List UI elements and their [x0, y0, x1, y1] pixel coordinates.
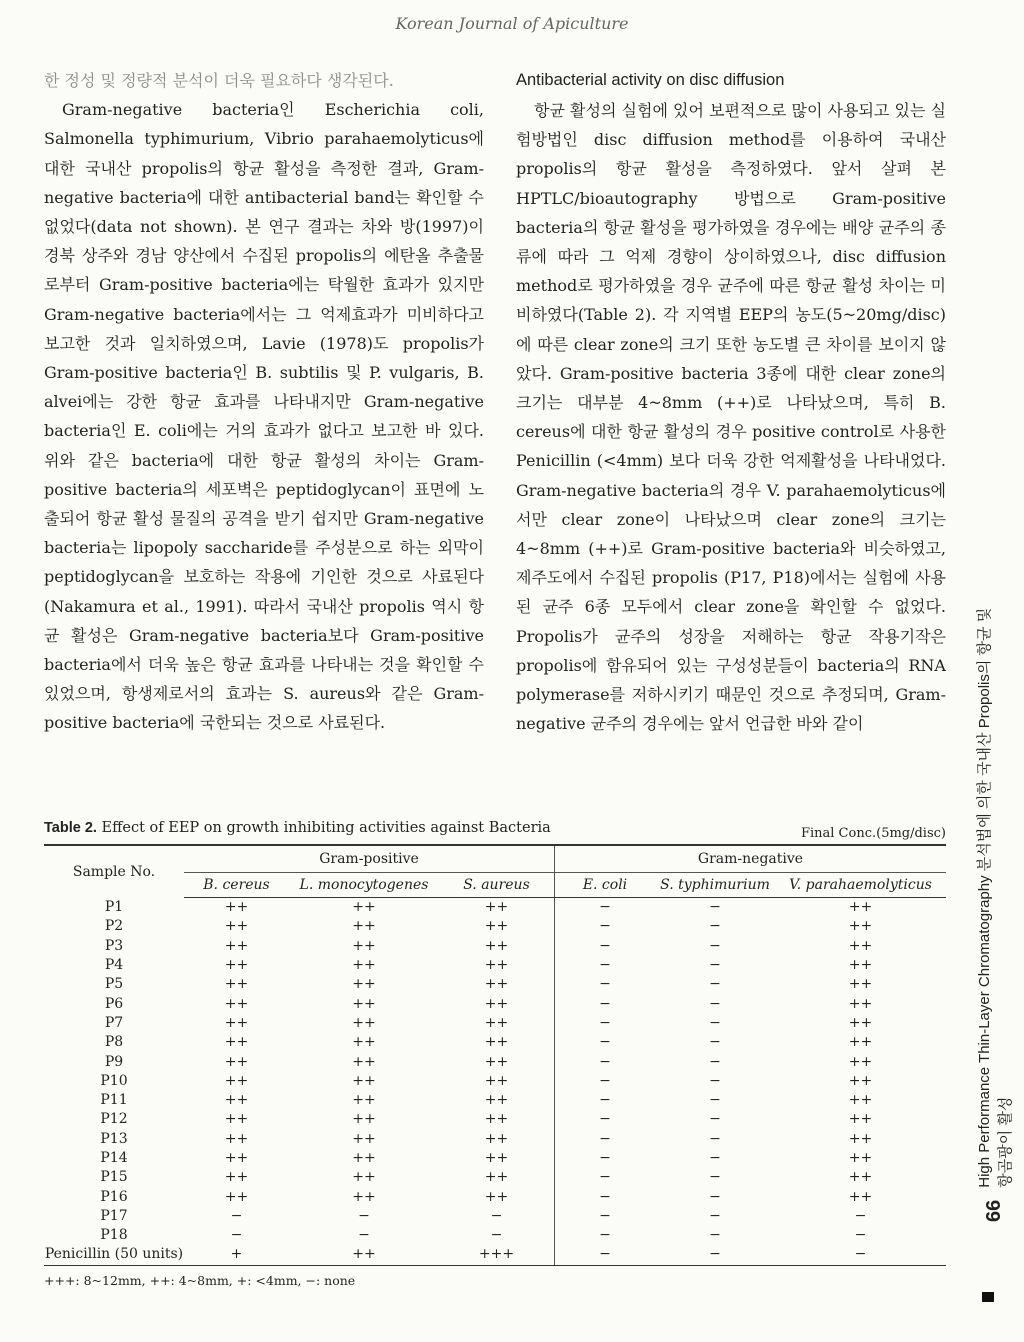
table-row	[44, 917, 946, 936]
result-cell: −	[358, 1207, 370, 1224]
result-cell: ++	[848, 1092, 873, 1109]
result-cell: ++	[848, 957, 873, 974]
column-header: E. coli	[555, 873, 656, 898]
result-cell: ++	[848, 1014, 873, 1031]
sample-cell: P9	[104, 1053, 124, 1070]
paragraph: Gram-negative bacteria인 Escherichia coli, Salmonella typhimurium, Vibrio parahaemolyticus에 대한 국내산 propolis의 항균 활성을 측정한 결과, Gram-negative bacteria에 대한 antibacterial band는 확인할 수 없었다(data not shown). 본 연구 결과는 차와 방(1997)이 경북 상주와 경남 양산에서 수집된 propolis의 에탄올 추출물로부터 Gram-positive bacteria에는 탁월한 효과가 있지만 Gram-negative bacteria에서는 그 억제효과가 미비하다고 보고한 것과 일치하였으며, Lavie (1978)도 propolis가 Gram-positive bacteria인 B. subtilis 및 P. vulgaris, B. alvei에는 강한 항균 효과를 나타내지만 Gram-negative bacteria인 E. coli에는 거의 효과가 없다고 보고한 바 있다. 위와 같은 bacteria에 대한 항균 활성의 차이는 Gram-positive bacteria의 세포벽은 peptidoglycan이 표면에 노출되어 항균 활성 물질의 공격을 받기 쉽지만 Gram-negative bacteria는 lipopoly saccharide를 주성분으로 하는 외막이 peptidoglycan을 보호하는 작용에 기인한 것으로 사료된다(Nakamura et al., 1991). 따라서 국내산 propolis 역시 항균 활성은 Gram-negative bacteria보다 Gram-positive bacteria에서 더욱 높은 항균 효과를 나타내는 것을 확인할 수 있었으며, 항생제로서의 효과는 S. aureus와 같은 Gram-positive bacteria에 국한되는 것으로 사료된다.	[44, 100, 484, 733]
result-cell: ++	[484, 1130, 509, 1147]
result-cell: ++	[848, 1072, 873, 1089]
result-cell: −	[709, 1034, 721, 1051]
result-cell: −	[709, 1207, 721, 1224]
result-cell: ++	[848, 1053, 873, 1070]
table-row	[44, 1110, 946, 1129]
group-header-positive: Gram-positive	[184, 845, 555, 873]
result-cell: ++	[484, 1150, 509, 1166]
result-cell: −	[709, 1169, 721, 1186]
result-cell: ++	[484, 1072, 509, 1089]
table-row	[44, 1207, 946, 1226]
result-cell: ++	[224, 1014, 249, 1031]
result-cell: ++	[352, 918, 376, 935]
result-cell: ++	[484, 1053, 509, 1070]
result-cell: −	[555, 994, 656, 1013]
results-table	[44, 844, 946, 1266]
result-cell: ++	[352, 957, 376, 974]
result-cell: −	[555, 975, 656, 994]
table-row	[44, 1226, 946, 1245]
result-cell: ++	[224, 918, 249, 935]
result-cell: −	[555, 1207, 656, 1226]
sample-cell: P11	[100, 1092, 128, 1109]
result-cell: −	[709, 1150, 721, 1166]
result-cell: ++	[484, 1092, 509, 1109]
result-cell: −	[555, 1033, 656, 1052]
sample-cell: P6	[104, 995, 124, 1012]
result-cell: −	[709, 937, 721, 954]
result-cell: −	[555, 1168, 656, 1187]
table-row	[44, 994, 946, 1013]
table-caption-row	[44, 818, 946, 842]
table-row	[44, 1245, 946, 1265]
result-cell: −	[709, 1227, 721, 1244]
result-cell: ++	[352, 1111, 376, 1128]
table-row	[44, 1033, 946, 1052]
sample-cell: P10	[100, 1072, 128, 1089]
result-cell: ++	[352, 1053, 376, 1070]
column-header: S. aureus	[439, 873, 555, 898]
sample-cell: P1	[104, 898, 124, 915]
result-cell: −	[555, 1072, 656, 1091]
sample-cell: Penicillin (50 units)	[44, 1245, 184, 1265]
sample-cell: P12	[100, 1111, 128, 1128]
result-cell: ++	[352, 1072, 376, 1089]
result-cell: ++	[352, 995, 376, 1012]
result-cell: ++	[352, 1188, 376, 1205]
result-cell: ++	[352, 1014, 376, 1031]
side-title-text: High Performance Thin-Layer Chromatography 분석법에 의한 국내산 Propolis의 항균 및 항곰팡이 활성	[976, 607, 1014, 1188]
result-cell: ++	[484, 995, 509, 1012]
table-row	[44, 1130, 946, 1149]
result-cell: ++	[352, 1034, 376, 1051]
result-cell: −	[555, 1110, 656, 1129]
table-row	[44, 1187, 946, 1206]
table-caption-text: Effect of EEP on growth inhibiting activities against Bacteria	[101, 820, 551, 836]
result-cell: ++	[848, 1188, 873, 1205]
result-cell: −	[555, 1052, 656, 1071]
result-cell: −	[490, 1227, 503, 1244]
result-cell: ++	[352, 976, 376, 993]
left-column	[44, 66, 484, 738]
result-cell: ++	[848, 899, 873, 916]
journal-title: Korean Journal of Apiculture	[395, 14, 629, 33]
result-cell: ++	[224, 937, 249, 954]
result-cell: −	[555, 1014, 656, 1033]
result-cell: ++	[224, 1188, 249, 1205]
table-label: Table 2.	[44, 820, 97, 836]
result-cell: ++	[484, 1188, 509, 1205]
table-row	[44, 1091, 946, 1110]
right-column	[516, 66, 946, 738]
result-cell: ++	[224, 995, 249, 1012]
result-cell: ++	[484, 1169, 509, 1186]
group-header-negative: Gram-negative	[555, 845, 947, 873]
sample-cell: P5	[104, 976, 124, 993]
table-body	[44, 898, 946, 1266]
result-cell: ++	[289, 1245, 439, 1265]
result-cell: ++	[224, 957, 249, 974]
result-cell: −	[358, 1227, 370, 1244]
result-cell: ++	[484, 1111, 509, 1128]
result-cell: −	[709, 1053, 721, 1070]
result-cell: ++	[848, 1169, 873, 1186]
result-cell: ++	[848, 1111, 873, 1128]
result-cell: −	[709, 1130, 721, 1147]
result-cell: −	[709, 918, 721, 935]
column-header: L. monocytogenes	[289, 873, 439, 898]
page-number: 66	[982, 1199, 1005, 1222]
result-cell: ++	[484, 918, 509, 935]
result-cell: −	[709, 1188, 721, 1205]
table-row	[44, 956, 946, 975]
result-cell: −	[709, 899, 721, 916]
result-cell: −	[230, 1207, 243, 1224]
result-cell: ++	[352, 937, 376, 954]
section-heading: Antibacterial activity on disc diffusion	[516, 71, 785, 89]
result-cell: −	[490, 1207, 503, 1224]
result-cell: ++	[848, 918, 873, 935]
result-cell: ++	[484, 976, 509, 993]
sample-cell: P15	[100, 1169, 128, 1186]
result-cell: −	[555, 1226, 656, 1245]
result-cell: −	[709, 957, 721, 974]
paragraph: 한 정성 및 정량적 분석이 더욱 필요하다 생각된다.	[44, 71, 394, 90]
result-cell: −	[709, 1092, 721, 1109]
table-row	[44, 937, 946, 956]
result-cell: ++	[484, 957, 509, 974]
sample-cell: P14	[100, 1150, 128, 1166]
table-row	[44, 1014, 946, 1033]
result-cell: ++	[484, 899, 509, 916]
result-cell: ++	[352, 1150, 376, 1166]
result-cell: ++	[224, 1150, 249, 1166]
result-cell: −	[555, 1187, 656, 1206]
result-cell: ++	[848, 995, 873, 1012]
result-cell: ++	[484, 1034, 509, 1051]
result-cell: −	[555, 1091, 656, 1110]
result-cell: ++	[224, 1130, 249, 1147]
sample-cell: P13	[100, 1130, 128, 1147]
sample-cell: P8	[104, 1034, 124, 1051]
table-row	[44, 1072, 946, 1091]
result-cell: −	[555, 1245, 656, 1265]
table-2	[44, 818, 946, 1288]
result-cell: ++	[352, 1130, 376, 1147]
table-row	[44, 898, 946, 918]
result-cell: ++	[484, 1014, 509, 1031]
result-cell: ++	[352, 1169, 376, 1186]
result-cell: −	[555, 1130, 656, 1149]
column-header: S. typhimurium	[655, 873, 775, 898]
result-cell: ++	[848, 976, 873, 993]
table-row	[44, 975, 946, 994]
result-cell: ++	[848, 937, 873, 954]
table-row	[44, 1168, 946, 1187]
result-cell: −	[709, 1111, 721, 1128]
result-cell: −	[655, 1245, 775, 1265]
result-cell: ++	[224, 976, 249, 993]
sample-cell: P16	[100, 1188, 128, 1205]
result-cell: +++	[439, 1245, 555, 1265]
sample-cell: P4	[104, 957, 124, 974]
table-row	[44, 1052, 946, 1071]
sample-header: Sample No.	[44, 845, 184, 898]
table-row	[44, 1149, 946, 1168]
result-cell: ++	[848, 1150, 873, 1166]
result-cell: −	[555, 917, 656, 936]
result-cell: ++	[352, 1092, 376, 1109]
result-cell: −	[709, 1072, 721, 1089]
page-edge-marker	[982, 1292, 994, 1302]
result-cell: −	[709, 995, 721, 1012]
sample-cell: P2	[104, 918, 124, 935]
sample-cell: P17	[100, 1207, 128, 1224]
sample-cell: P18	[100, 1227, 128, 1244]
result-cell: −	[555, 956, 656, 975]
result-cell: ++	[224, 1169, 249, 1186]
result-cell: −	[555, 898, 656, 918]
sample-cell: P7	[104, 1014, 124, 1031]
final-concentration: Final Conc.(5mg/disc)	[800, 826, 946, 841]
result-cell: ++	[224, 1034, 249, 1051]
column-header: B. cereus	[184, 873, 289, 898]
column-header: V. parahaemolyticus	[775, 873, 946, 898]
result-cell: −	[555, 937, 656, 956]
table-caption	[44, 820, 551, 836]
result-cell: ++	[224, 1072, 249, 1089]
result-cell: −	[854, 1227, 867, 1244]
result-cell: −	[709, 976, 721, 993]
result-cell: ++	[224, 1053, 249, 1070]
result-cell: −	[775, 1245, 946, 1265]
result-cell: −	[709, 1014, 721, 1031]
result-cell: ++	[484, 937, 509, 954]
result-cell: ++	[224, 1092, 249, 1109]
result-cell: ++	[848, 1130, 873, 1147]
paragraph: 항균 활성의 실험에 있어 보편적으로 많이 사용되고 있는 실험방법인 disc diffusion method를 이용하여 국내산 propolis의 항균 활성을 측정하였다. 앞서 살펴 본 HPTLC/bioautography 방법으로 Gram-positive bacteria의 항균 활성을 평가하였을 경우에는 배양 균주의 종류에 따라 그 억제 경향이 상이하였으나, disc diffusion method로 평가하였을 경우 균주에 따른 항균 활성 차이는 미비하였다(Table 2). 각 지역별 EEP의 농도(5~20mg/disc)에 따른 clear zone의 크기 또한 농도별 큰 차이를 보이지 않았다. Gram-positive bacteria 3종에 대한 clear zone의 크기는 대부분 4~8mm (++)로 나타났으며, 특히 B. cereus에 대한 항균 활성의 경우 positive control로 사용한 Penicillin (<4mm) 보다 더욱 강한 억제활성을 나타내었다. Gram-negative bacteria의 경우 V. parahaemolyticus에서만 clear zone이 나타났으며 clear zone의 크기는 4~8mm (++)로 Gram-positive bacteria와 비슷하였고, 제주도에서 수집된 propolis (P17, P18)에서는 실험에 사용된 균주 6종 모두에서 clear zone을 확인할 수 없었다. Propolis가 균주의 성장을 저해하는 항균 작용기작은 propolis에 함유되어 있는 구성성분들이 bacteria의 RNA polymerase를 저하시키기 때문인 것으로 추정되며, Gram-negative 균주의 경우에는 앞서 언급한 바와 같이	[516, 101, 946, 734]
result-cell: ++	[848, 1034, 873, 1051]
result-cell: ++	[224, 899, 249, 916]
side-running-title	[976, 602, 1012, 1222]
result-cell: −	[555, 1149, 656, 1168]
sample-cell: P3	[104, 937, 124, 954]
table-footnote: +++: 8~12mm, ++: 4~8mm, +: <4mm, −: none	[44, 1272, 356, 1288]
result-cell: +	[184, 1245, 289, 1265]
result-cell: −	[230, 1227, 243, 1244]
result-cell: ++	[224, 1111, 249, 1128]
result-cell: −	[854, 1207, 867, 1224]
result-cell: ++	[352, 899, 376, 916]
